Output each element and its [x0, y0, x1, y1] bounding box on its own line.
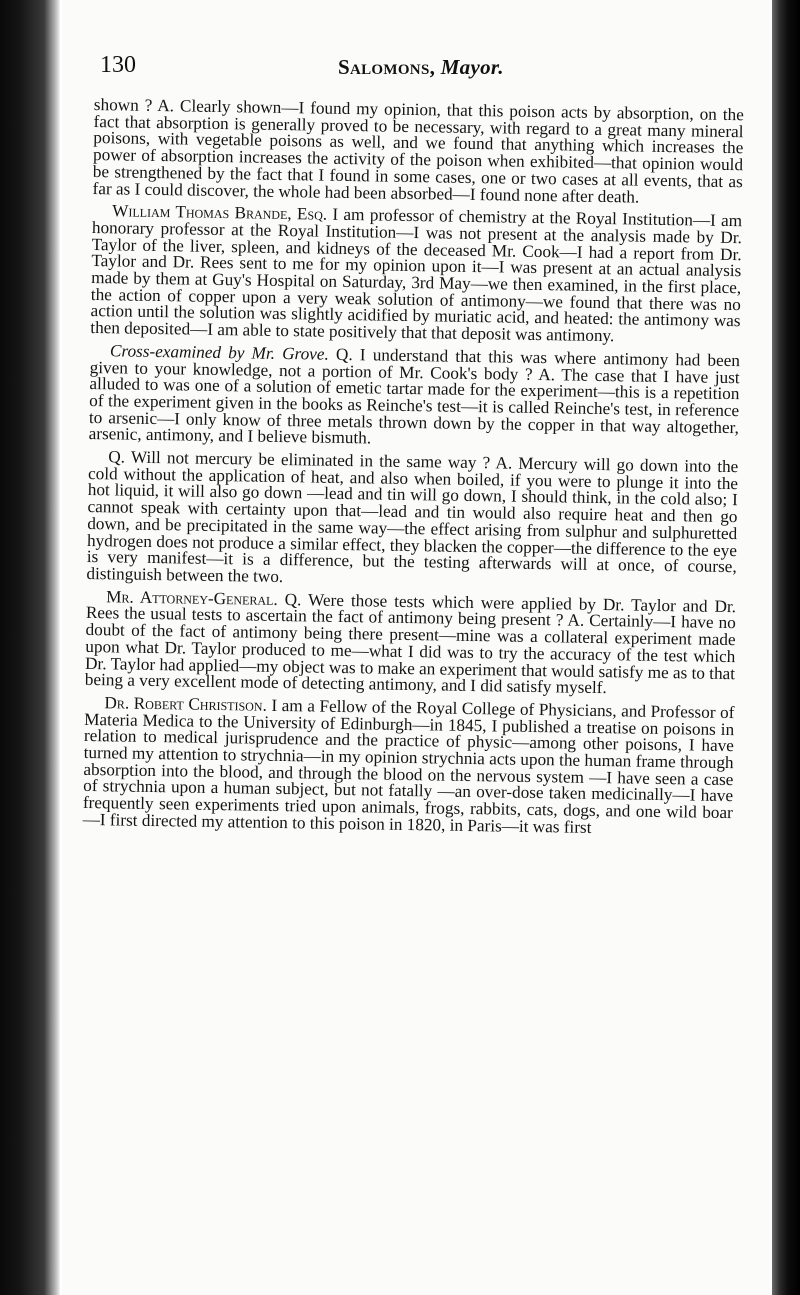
paragraph	[83, 695, 735, 839]
paragraph	[84, 586, 737, 699]
page-number: 130	[100, 52, 136, 78]
speaker-label: Mr. Attorney-General.	[106, 586, 278, 609]
paragraph-text: shown ? A. Clearly shown—I found my opinion, that this poison acts by absorption, on the fact that absorption is generally proved to be necessary, with regard to a great many mineral poisons, with vegetable poisons as well, and we found that anything which increases the power of absorption increases the activity of the poison when exhibited—that opinion would be strengthened by the fact that I found in some cases, one or two cases at all events, that as far as I could discover, the whole had been absorbed—I found none after death.	[92, 95, 744, 207]
speaker-label: Cross-examined by Mr. Grove.	[109, 341, 329, 364]
testimony-text	[83, 97, 744, 839]
paragraph	[89, 343, 740, 453]
paragraph	[86, 449, 738, 593]
paragraph-text: Q. Were those tests which were applied by Dr. Taylor and Dr. Rees the usual tests to ascertain the fact of antimony being present ? A. Certainly—I have no doubt of the fact of antimony being there present—mine was a collateral experiment made upon what Dr. Taylor produced to me—what I did was to try the accuracy of the test which Dr. Taylor had applied—my object was to make an experiment that would satisfy me as to that being a very excellent mode of detecting antimony, and I did satisfy myself.	[84, 589, 737, 698]
paragraph-text: Q. I understand that this was where antimony had been given to your knowledge, not a portion of Mr. Cook's body ? A. The case that I have just alluded to was one of a solution of emetic tartar made for the experiment—this is a repetition of the experiment given in the books as Reinche's test—it is called Reinche's test, in reference to arsenic—I only know of three metals thrown down by the copper in that way altogether, arsenic, antimony, and I believe bismuth.	[88, 344, 741, 448]
speaker-label: Dr. Robert Christison.	[104, 693, 267, 715]
paragraph-text: I am professor of chemistry at the Royal Institution—I am honorary professor at the Royal Institution—I was not present at the analysis made by Dr. Taylor of the liver, spleen, and kidneys of the deceased Mr. Cook—I had a report from Dr. Taylor and Dr. Rees sent to me for my opinion upon it—I was present at an actual analysis made by them at Guy's Hospital on Saturday, 3rd May—we then examined, in the first place, the action of copper upon a very weak solution of antimony—we found that there was no action until the solution was slightly acidified by muriatic acid, and heated: the antimony was then deposited—I am able to state positively that that deposit was antimony.	[90, 204, 743, 346]
scan-edge-shadow	[772, 0, 800, 1295]
paragraph	[90, 203, 742, 347]
scan-binding-shadow	[0, 0, 60, 1295]
page-header	[100, 52, 660, 82]
running-head-title: Mayor.	[440, 55, 504, 79]
paragraph-text: I am a Fellow of the Royal College of Physicians, and Professor of Materia Medica to the University of Edinburgh—in 1845, I published a treatise on poisons in relation to medical jurisprudence and the practice of physic—among other poisons, I have turned my attention to strychnia—in my opinion strychnia acts upon the human frame through absorption into the blood, and through the blood on the nervous system —I have seen a case of strychnia upon a human subject, but not fatally —an over-dose taken medicinally—I have frequently seen experiments tried upon animals, frogs, rabbits, cats, dogs, and one wild boar—I first directed my attention to this poison in 1820, in Paris—it was first	[82, 695, 735, 837]
paragraph-text: Q. Will not mercury be eliminated in the same way ? A. Mercury will go down into the cold without the application of heat, and also when boiled, if you were to plunge it into the hot liquid, it will also go down —lead and tin will go down, I should think, in the cold also; I cannot speak with certainty upon that—lead and tin would also require heat and then go down, and be precipitated in the same way—the effect arising from sulphur and sulphuretted hydrogen does not produce a similar effect, they blacken the copper—the difference to the eye is very manifest—it is a difference, but the testing afterwards will at once, of course, distinguish between the two.	[86, 447, 739, 587]
speaker-label: William Thomas Brande, Esq.	[112, 201, 328, 224]
paragraph	[92, 97, 743, 207]
running-head-name: Salomons,	[338, 55, 436, 79]
running-head	[338, 55, 504, 80]
